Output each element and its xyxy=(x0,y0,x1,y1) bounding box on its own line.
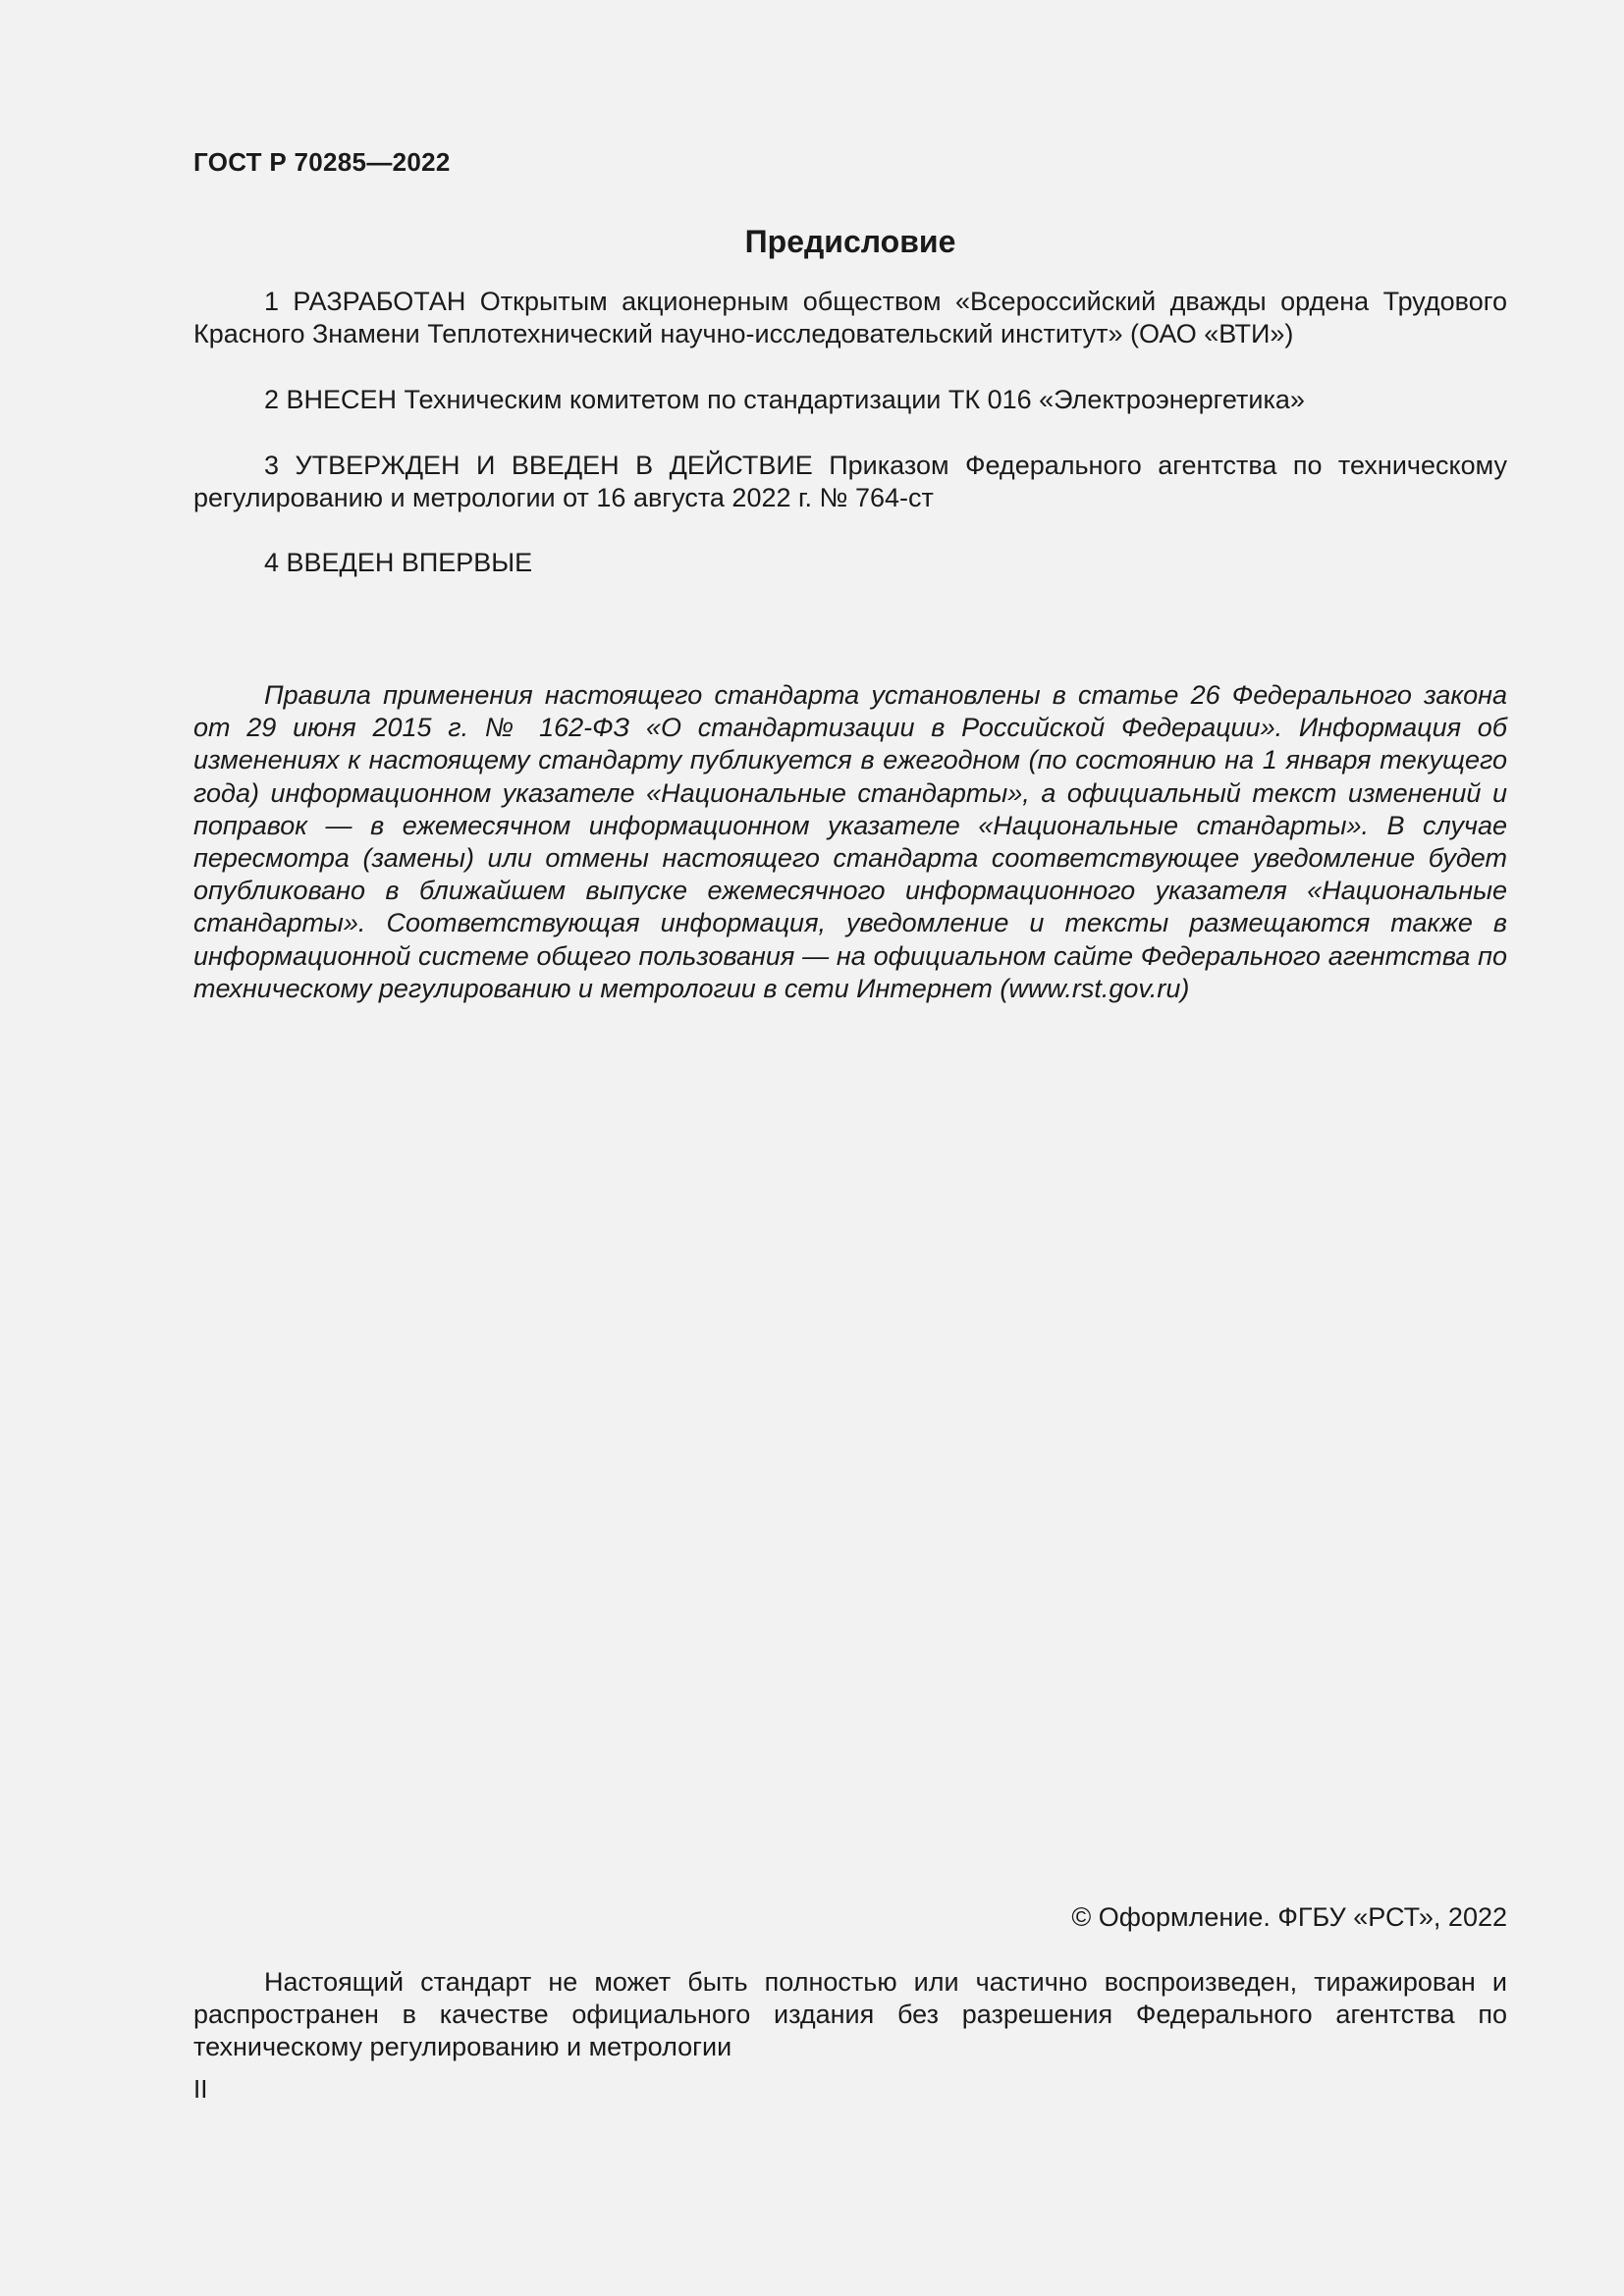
page-number: II xyxy=(193,2074,208,2104)
reproduction-rights-notice: Настоящий стандарт не может быть полностью или частично воспроизведен, тиражирован и распространен в качестве официального издания без разрешения Федерального агентства по техническому регулированию и метрологии xyxy=(193,1967,1507,2061)
document-code: ГОСТ Р 70285—2022 xyxy=(193,147,451,177)
preface-item-submitted: 2 ВНЕСЕН Техническим комитетом по стандартизации ТК 016 «Электроэнергетика» xyxy=(264,385,1305,414)
preface-title: Предисловие xyxy=(744,224,956,259)
preface-item-developed: 1 РАЗРАБОТАН Открытым акционерным обществом «Всероссийский дважды ордена Трудового Красного Знамени Теплотехнический научно-исследовательский институт» (ОАО «ВТИ») xyxy=(193,287,1507,348)
preface-item-introduced: 4 ВВЕДЕН ВПЕРВЫЕ xyxy=(264,548,533,577)
preface-item-approved: 3 УТВЕРЖДЕН И ВВЕДЕН В ДЕЙСТВИЕ Приказом Федерального агентства по техническому регулированию и метрологии от 16 августа 2022 г. № 764-ст xyxy=(193,451,1507,512)
document-page xyxy=(193,0,1507,2296)
copyright-notice: © Оформление. ФГБУ «РСТ», 2022 xyxy=(1071,1902,1507,1932)
application-rules-note: Правила применения настоящего стандарта установлены в статье 26 Федерального закона от 29 июня 2015 г. № 162-ФЗ «О стандартизации в Российской Федерации». Информация об изменениях к настоящему стандарту публикуется в ежегодном (по состоянию на 1 января текущего года) информационном указателе «Национальные стандарты», а официальный текст изменений и поправок — в ежемесячном информационном указателе «Национальные стандарты». В случае пересмотра (замены) или отмены настоящего стандарта соответствующее уведомление будет опубликовано в ближайшем выпуске ежемесячного информационного указателя «Национальные стандарты». Соответствующая информация, уведомление и тексты размещаются также в информационной системе общего пользования — на официальном сайте Федерального агентства по техническому регулированию и метрологии в сети Интернет (www.rst.gov.ru) xyxy=(193,680,1507,1003)
